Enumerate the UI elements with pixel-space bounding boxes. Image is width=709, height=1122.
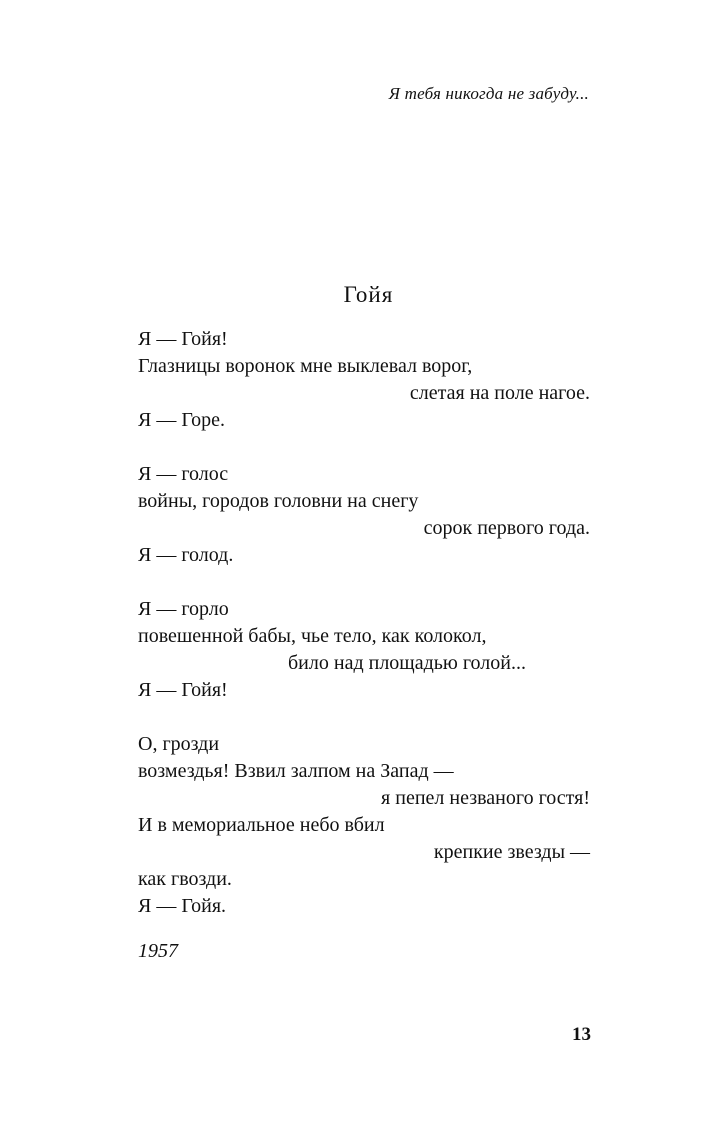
- stanza-gap: [138, 569, 590, 596]
- stanza-2: [138, 461, 590, 569]
- poem-line: войны, городов головни на снегу: [138, 490, 419, 512]
- poem-line: Я — Гойя.: [138, 895, 227, 917]
- running-head: Я тебя никогда не забуду...: [388, 84, 589, 103]
- poem-line: Я — голод.: [138, 544, 234, 566]
- poem-date: 1957: [138, 940, 178, 962]
- poem-line: повешенной бабы, чье тело, как колокол,: [138, 625, 487, 647]
- stanza-1: [138, 326, 590, 434]
- poem-title: Гойя: [343, 282, 394, 307]
- poem-line: И в мемориальное небо вбил: [138, 814, 385, 836]
- poem-line-indented: слетая на поле нагое.: [409, 382, 590, 404]
- poem-line: как гвозди.: [138, 868, 232, 890]
- poem-body: [138, 326, 590, 920]
- poem-line-indented: крепкие звезды —: [433, 841, 590, 863]
- stanza-3: [138, 596, 590, 704]
- page-number: 13: [572, 1024, 591, 1045]
- poem-line: О, грозди: [138, 733, 220, 755]
- poem-line-indented: я пепел незваного гостя!: [381, 787, 590, 809]
- poem-line-indented: било над площадью голой...: [288, 652, 526, 674]
- stanza-4: [138, 731, 590, 920]
- poem-line: Глазницы воронок мне выклевал ворог,: [138, 355, 473, 377]
- poem-line: Я — голос: [138, 463, 229, 485]
- poem-line: Я — Гойя!: [138, 328, 228, 350]
- poem-line: Я — Гойя!: [138, 679, 228, 701]
- poem-line: Я — Горе.: [138, 409, 226, 431]
- stanza-gap: [138, 704, 590, 731]
- stanza-gap: [138, 434, 590, 461]
- poem-line-indented: сорок первого года.: [423, 517, 590, 539]
- poem-line: возмездья! Взвил залпом на Запад —: [138, 760, 454, 782]
- poem-line: Я — горло: [138, 598, 229, 620]
